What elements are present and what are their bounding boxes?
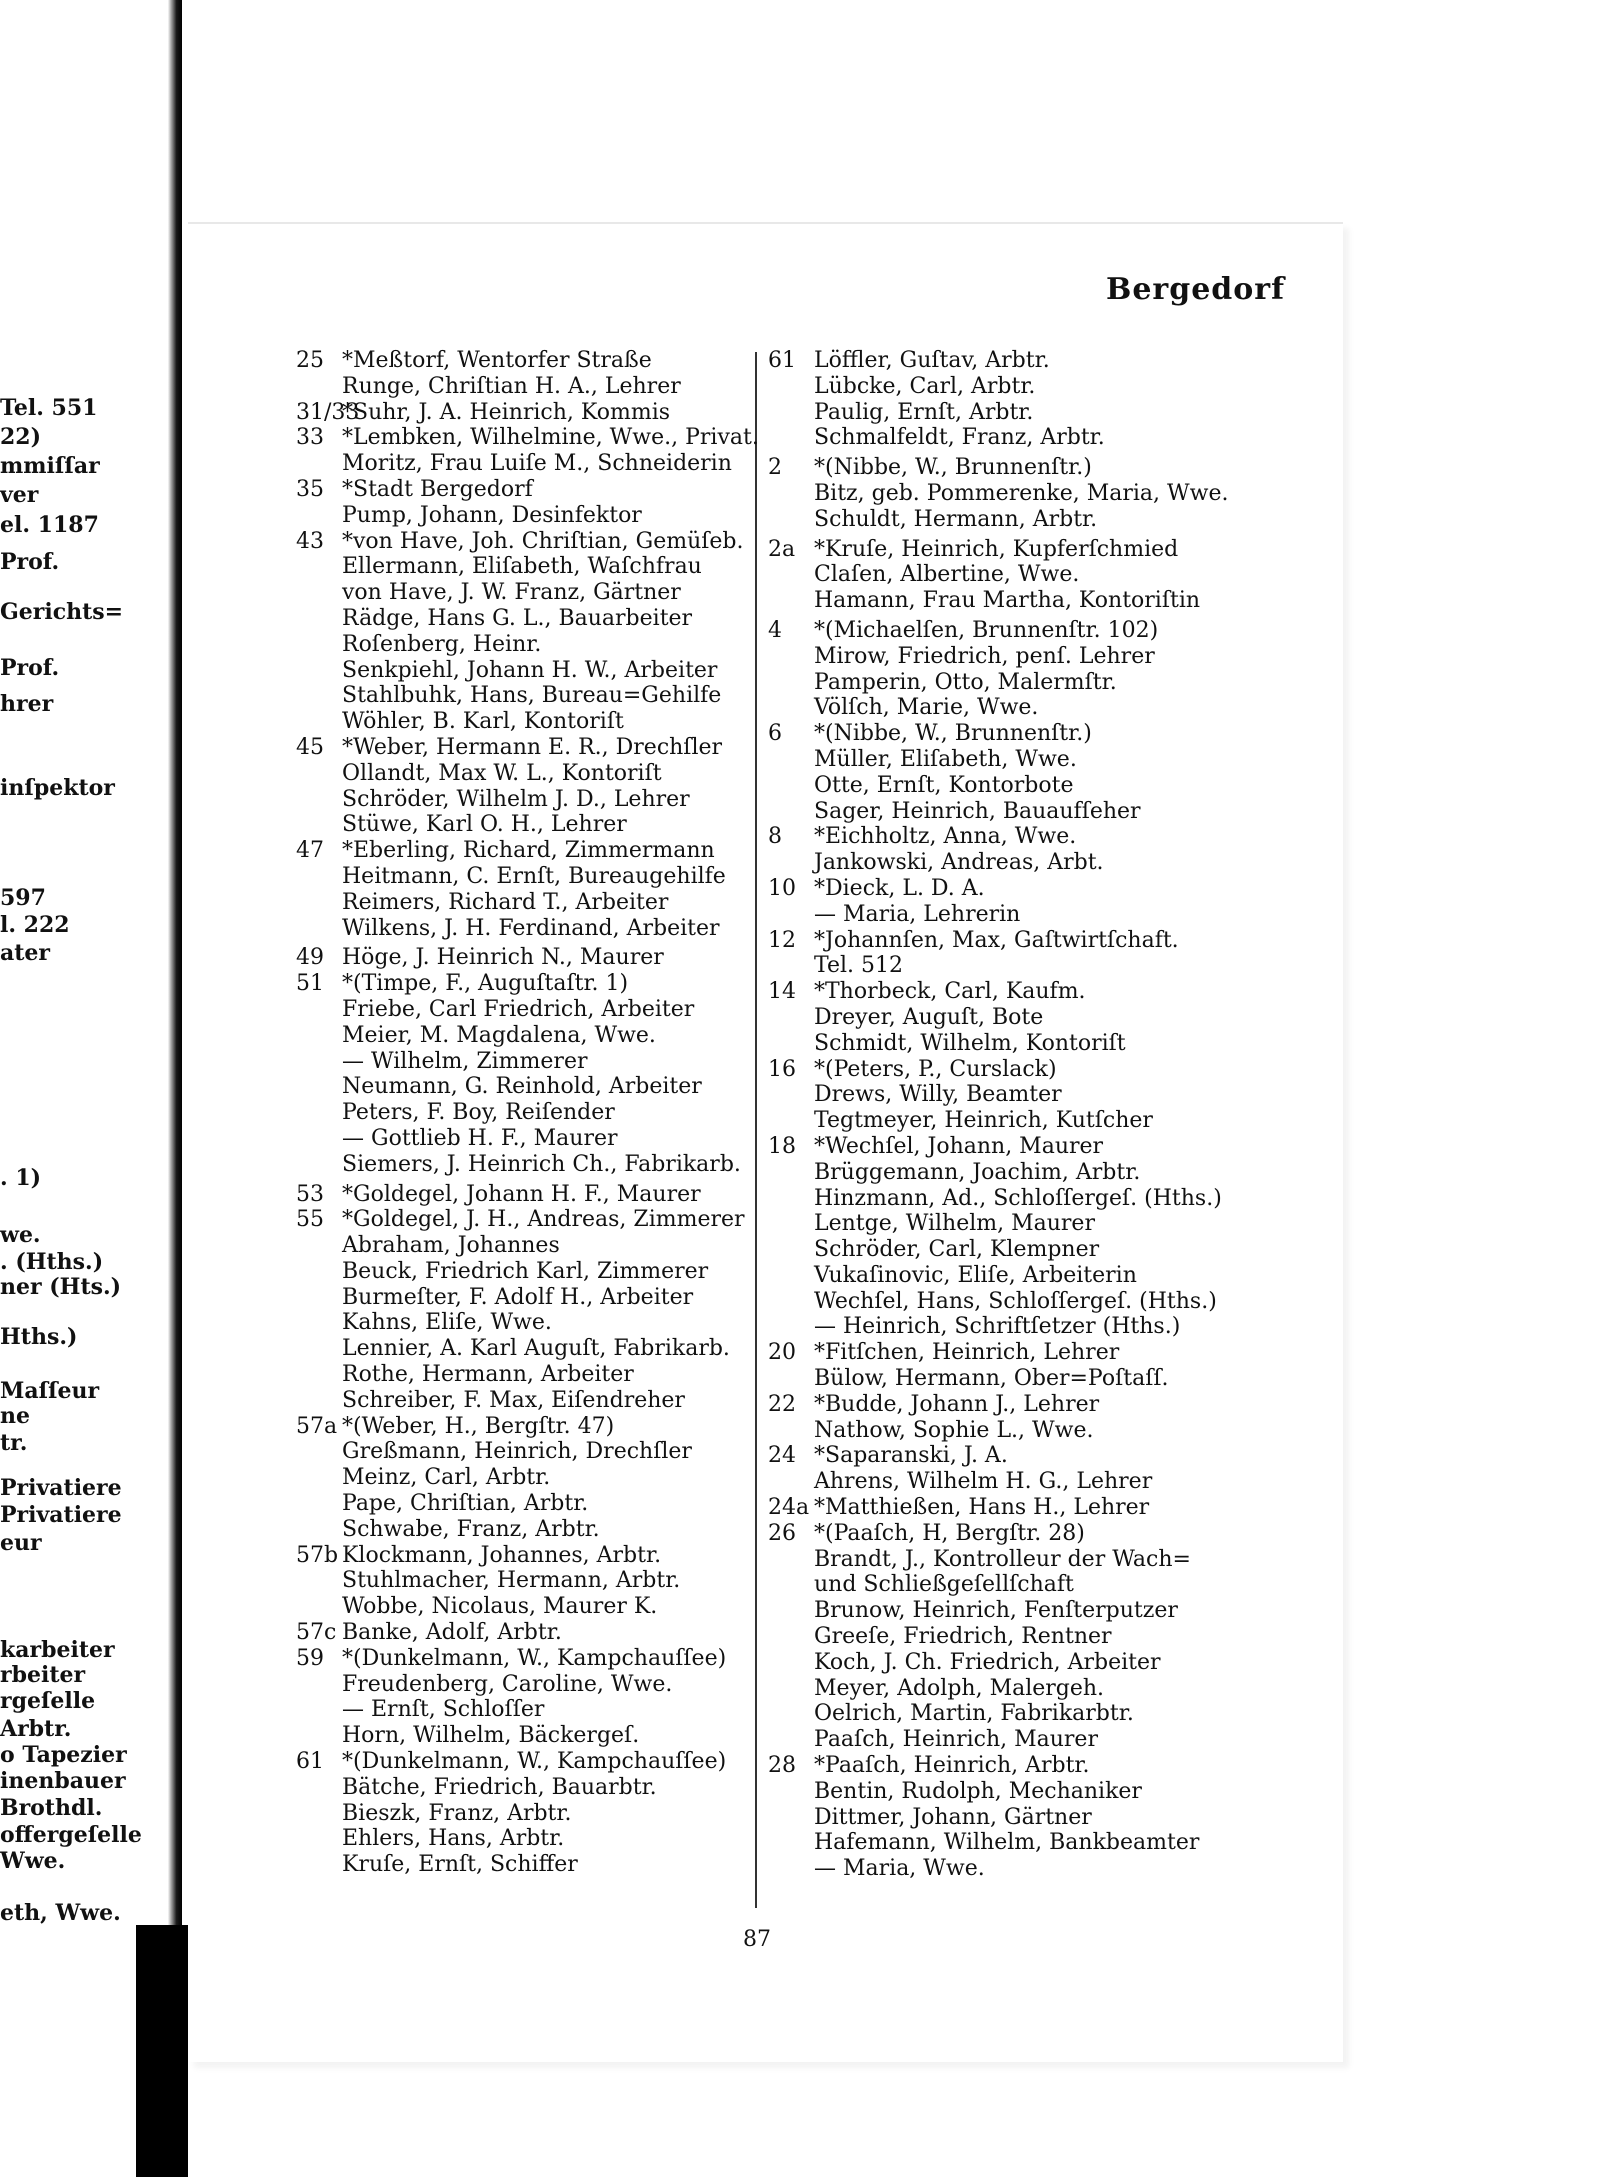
- resident-entry: Schmidt, Wilhelm, Kontoriſt: [814, 1030, 1126, 1056]
- house-number: 14: [768, 979, 796, 1005]
- left-page-fragment-text: rbeiter: [0, 1662, 86, 1688]
- directory-entry: [768, 374, 1388, 400]
- resident-entry: *(Weber, H., Bergſtr. 47): [342, 1413, 615, 1439]
- left-page-fragment-text: eth, Wwe.: [0, 1900, 121, 1926]
- left-page-fragment-text: l. 222: [0, 912, 70, 938]
- house-number: 12: [768, 927, 796, 953]
- right-page: [188, 222, 1343, 2062]
- resident-entry: Brüggemann, Joachim, Arbtr.: [814, 1159, 1141, 1185]
- resident-entry: Bätche, Friedrich, Bauarbtr.: [342, 1774, 657, 1800]
- resident-entry: Stuhlmacher, Hermann, Arbtr.: [342, 1568, 681, 1594]
- directory-entry: [768, 1856, 1388, 1882]
- left-page-fragment-text: Hths.): [0, 1324, 78, 1350]
- left-page-fragment-text: ater: [0, 940, 51, 966]
- resident-entry: — Heinrich, Schriftſetzer (Hths.): [814, 1314, 1181, 1340]
- resident-entry: Hamann, Frau Martha, Kontoriſtin: [814, 588, 1201, 614]
- directory-entry: [768, 1650, 1388, 1676]
- house-number: 25: [296, 348, 324, 373]
- left-page-fragment-text: inenbauer: [0, 1768, 126, 1794]
- resident-entry: Siemers, J. Heinrich Ch., Fabrikarb.: [342, 1151, 741, 1177]
- directory-entry: [768, 824, 1388, 850]
- directory-entry: [768, 1057, 1388, 1083]
- resident-entry: Wilkens, J. H. Ferdinand, Arbeiter: [342, 915, 720, 941]
- resident-entry: *Budde, Johann J., Lehrer: [814, 1391, 1100, 1417]
- right-column: [768, 348, 1388, 1882]
- left-page-fragment-text: rgeſelle: [0, 1688, 96, 1714]
- resident-entry: und Schließgeſellſchaft: [814, 1572, 1074, 1598]
- directory-entry: [768, 721, 1388, 747]
- resident-entry: Koch, J. Ch. Friedrich, Arbeiter: [814, 1649, 1161, 1675]
- house-number: 20: [768, 1340, 796, 1366]
- directory-entry: [768, 850, 1388, 876]
- running-header: Bergedorf: [1105, 272, 1285, 307]
- directory-entry: [768, 1572, 1388, 1598]
- resident-entry: *Meßtorf, Wentorfer Straße: [342, 348, 652, 373]
- resident-entry: Müller, Eliſabeth, Wwe.: [814, 746, 1077, 772]
- resident-entry: *(Nibbe, W., Brunnenſtr.): [814, 721, 1092, 747]
- resident-entry: Meier, M. Magdalena, Wwe.: [342, 1022, 656, 1048]
- directory-entry: [768, 562, 1388, 588]
- house-number: 24a: [768, 1495, 810, 1521]
- resident-entry: *Johannſen, Max, Gaſtwirtſchaft.: [814, 927, 1179, 953]
- directory-entry: [768, 695, 1388, 721]
- left-page-fragment-text: o Tapezier: [0, 1742, 127, 1768]
- resident-entry: Klockmann, Johannes, Arbtr.: [342, 1542, 662, 1568]
- page-top-edge: [188, 222, 1343, 224]
- directory-entry: [768, 1727, 1388, 1753]
- resident-entry: Brunow, Heinrich, Fenſterputzer: [814, 1598, 1178, 1624]
- directory-entry: [768, 876, 1388, 902]
- directory-entry: [768, 644, 1388, 670]
- resident-entry: Rothe, Hermann, Arbeiter: [342, 1362, 634, 1388]
- house-number: 6: [768, 721, 782, 747]
- resident-entry: Wobbe, Nicolaus, Maurer K.: [342, 1594, 658, 1620]
- resident-entry: Pape, Chriſtian, Arbtr.: [342, 1491, 589, 1517]
- left-page-fragment-text: tr.: [0, 1430, 28, 1456]
- resident-entry: *(Peters, P., Curslack): [814, 1056, 1057, 1082]
- directory-entry: [768, 670, 1388, 696]
- resident-entry: Tegtmeyer, Heinrich, Kutſcher: [814, 1108, 1153, 1134]
- house-number: 2: [768, 455, 782, 481]
- directory-entry: [768, 747, 1388, 773]
- resident-entry: *von Have, Joh. Chriſtian, Gemüſeb.: [342, 528, 744, 554]
- directory-entry: [768, 481, 1388, 507]
- resident-entry: *Weber, Hermann E. R., Drechſler: [342, 734, 723, 760]
- directory-entry: [768, 1366, 1388, 1392]
- directory-entry: [768, 1701, 1388, 1727]
- house-number: 59: [296, 1645, 324, 1671]
- left-page-fragment-text: Wwe.: [0, 1848, 66, 1874]
- resident-entry: — Ernſt, Schloſſer: [342, 1697, 545, 1723]
- directory-entry: [768, 1082, 1388, 1108]
- resident-entry: Lennier, A. Karl Auguſt, Fabrikarb.: [342, 1336, 730, 1362]
- directory-entry: [768, 537, 1388, 563]
- directory-entry: [768, 1289, 1388, 1315]
- resident-entry: Paulig, Ernſt, Arbtr.: [814, 399, 1034, 425]
- resident-entry: Hafemann, Wilhelm, Bankbeamter: [814, 1830, 1200, 1856]
- resident-entry: Beuck, Friedrich Karl, Zimmerer: [342, 1258, 709, 1284]
- resident-entry: Stüwe, Karl O. H., Lehrer: [342, 812, 627, 838]
- resident-entry: *Fitſchen, Heinrich, Lehrer: [814, 1340, 1120, 1366]
- resident-entry: Schröder, Wilhelm J. D., Lehrer: [342, 786, 690, 812]
- house-number: 31/33: [296, 399, 360, 425]
- house-number: 35: [296, 476, 324, 502]
- left-page-fragment-text: . (Hths.): [0, 1249, 104, 1275]
- directory-entry: [768, 1805, 1388, 1831]
- directory-entry: [768, 1031, 1388, 1057]
- resident-entry: Senkpiehl, Johann H. W., Arbeiter: [342, 657, 718, 683]
- left-page-fragment-text: mmiſſar: [0, 453, 100, 479]
- resident-entry: Moritz, Frau Luiſe M., Schneiderin: [342, 451, 732, 477]
- resident-entry: von Have, J. W. Franz, Gärtner: [342, 580, 681, 606]
- resident-entry: Neumann, G. Reinhold, Arbeiter: [342, 1074, 702, 1100]
- resident-entry: Horn, Wilhelm, Bäckergeſ.: [342, 1723, 640, 1749]
- resident-entry: *(Timpe, F., Auguſtaſtr. 1): [342, 971, 629, 997]
- resident-entry: Otte, Ernſt, Kontorbote: [814, 772, 1074, 798]
- resident-entry: Runge, Chriſtian H. A., Lehrer: [342, 373, 681, 399]
- resident-entry: Oelrich, Martin, Fabrikarbtr.: [814, 1701, 1134, 1727]
- left-page-fragment-text: el. 1187: [0, 512, 99, 538]
- left-page-fragment-text: Privatiere: [0, 1475, 122, 1501]
- resident-entry: — Maria, Wwe.: [814, 1856, 985, 1882]
- resident-entry: — Gottlieb H. F., Maurer: [342, 1125, 618, 1151]
- directory-entry: [768, 618, 1388, 644]
- left-page-fragment-text: inſpektor: [0, 775, 115, 801]
- resident-entry: Reimers, Richard T., Arbeiter: [342, 889, 669, 915]
- resident-entry: Paaſch, Heinrich, Maurer: [814, 1727, 1098, 1753]
- directory-entry: [768, 1237, 1388, 1263]
- resident-entry: *Stadt Bergedorf: [342, 476, 533, 502]
- resident-entry: *Lembken, Wilhelmine, Wwe., Privat.: [342, 425, 759, 451]
- house-number: 2a: [768, 536, 796, 562]
- resident-entry: Mirow, Friedrich, penſ. Lehrer: [814, 643, 1155, 669]
- resident-entry: Heitmann, C. Ernſt, Bureaugehilfe: [342, 863, 726, 889]
- resident-entry: *Eberling, Richard, Zimmermann: [342, 838, 715, 864]
- resident-entry: Bitz, geb. Pommerenke, Maria, Wwe.: [814, 480, 1229, 506]
- left-page-fragment-text: hrer: [0, 691, 54, 717]
- resident-entry: Völſch, Marie, Wwe.: [814, 695, 1039, 721]
- directory-entry: [768, 1005, 1388, 1031]
- house-number: 24: [768, 1443, 796, 1469]
- directory-entry: [768, 1753, 1388, 1779]
- left-page-fragment-text: Gerichts=: [0, 599, 124, 625]
- resident-entry: *Goldegel, J. H., Andreas, Zimmerer: [342, 1207, 745, 1233]
- resident-entry: Höge, J. Heinrich N., Maurer: [342, 945, 664, 971]
- directory-entry: [768, 773, 1388, 799]
- directory-entry: [768, 1624, 1388, 1650]
- directory-entry: [768, 1340, 1388, 1366]
- resident-entry: Stahlbuhk, Hans, Bureau=Gehilfe: [342, 683, 722, 709]
- directory-entry: [768, 1830, 1388, 1856]
- resident-entry: Pamperin, Otto, Malermſtr.: [814, 669, 1117, 695]
- directory-entry: [768, 1469, 1388, 1495]
- house-number: 57a: [296, 1413, 338, 1439]
- resident-entry: Tel. 512: [814, 953, 903, 979]
- directory-entry: [768, 1186, 1388, 1212]
- directory-entry: [768, 1443, 1388, 1469]
- resident-entry: *Paaſch, Heinrich, Arbtr.: [814, 1753, 1090, 1779]
- resident-entry: Schröder, Carl, Klempner: [814, 1237, 1100, 1263]
- resident-entry: Dreyer, Auguſt, Bote: [814, 1004, 1044, 1030]
- resident-entry: *(Dunkelmann, W., Kampchauſſee): [342, 1645, 727, 1671]
- house-number: 51: [296, 971, 324, 997]
- left-page-fragment-text: we.: [0, 1222, 41, 1248]
- house-number: 47: [296, 838, 324, 864]
- resident-entry: Lentge, Wilhelm, Maurer: [814, 1211, 1095, 1237]
- directory-entry: [768, 1547, 1388, 1573]
- left-page-fragment-text: Arbtr.: [0, 1716, 72, 1742]
- directory-entry: [768, 455, 1388, 481]
- directory-entry: [768, 799, 1388, 825]
- resident-entry: Bieszk, Franz, Arbtr.: [342, 1800, 572, 1826]
- left-page-fragment-text: Prof.: [0, 655, 60, 681]
- binding-shadow: [168, 0, 182, 2177]
- house-number: 53: [296, 1181, 324, 1207]
- left-page-fragment-text: Maſſeur: [0, 1378, 100, 1404]
- resident-entry: Nathow, Sophie L., Wwe.: [814, 1417, 1094, 1443]
- resident-entry: Bentin, Rudolph, Mechaniker: [814, 1778, 1142, 1804]
- house-number: 28: [768, 1753, 796, 1779]
- directory-entry: [768, 1108, 1388, 1134]
- directory-entry: [768, 1392, 1388, 1418]
- resident-entry: Greßmann, Heinrich, Drechſler: [342, 1439, 692, 1465]
- resident-entry: Freudenberg, Caroline, Wwe.: [342, 1671, 673, 1697]
- resident-entry: *(Dunkelmann, W., Kampchauſſee): [342, 1749, 727, 1775]
- house-number: 43: [296, 528, 324, 554]
- resident-entry: Jankowski, Andreas, Arbt.: [814, 850, 1104, 876]
- resident-entry: Meyer, Adolph, Malergeh.: [814, 1675, 1105, 1701]
- resident-entry: Vukaſinovic, Eliſe, Arbeiterin: [814, 1262, 1137, 1288]
- house-number: 61: [768, 348, 796, 373]
- left-page-fragment-text: ner (Hts.): [0, 1274, 122, 1300]
- house-number: 4: [768, 617, 782, 643]
- spine-dark-strip: [136, 1925, 188, 2177]
- house-number: 49: [296, 945, 324, 971]
- resident-entry: Roſenberg, Heinr.: [342, 631, 542, 657]
- resident-entry: — Maria, Lehrerin: [814, 901, 1021, 927]
- resident-entry: Ahrens, Wilhelm H. G., Lehrer: [814, 1469, 1153, 1495]
- resident-entry: Banke, Adolf, Arbtr.: [342, 1620, 562, 1646]
- resident-entry: Kruſe, Ernſt, Schiffer: [342, 1852, 578, 1878]
- resident-entry: Dittmer, Johann, Gärtner: [814, 1804, 1092, 1830]
- left-page-fragment-text: Tel. 551: [0, 395, 98, 421]
- directory-entry: [768, 348, 1388, 374]
- resident-entry: Kahns, Eliſe, Wwe.: [342, 1310, 552, 1336]
- left-page-fragment-text: . 1): [0, 1165, 42, 1191]
- directory-entry: [768, 902, 1388, 928]
- resident-entry: Ollandt, Max W. L., Kontoriſt: [342, 760, 662, 786]
- house-number: 16: [768, 1056, 796, 1082]
- resident-entry: Wechſel, Hans, Schloſſergeſ. (Hths.): [814, 1288, 1217, 1314]
- resident-entry: Schreiber, F. Max, Eiſendreher: [342, 1387, 685, 1413]
- resident-entry: Friebe, Carl Friedrich, Arbeiter: [342, 996, 695, 1022]
- resident-entry: *Eichholtz, Anna, Wwe.: [814, 824, 1077, 850]
- directory-entry: [768, 1160, 1388, 1186]
- resident-entry: *Thorbeck, Carl, Kaufm.: [814, 979, 1086, 1005]
- house-number: 61: [296, 1749, 324, 1775]
- left-page-fragment-text: Prof.: [0, 549, 60, 575]
- left-page-fragment-text: 22): [0, 424, 42, 450]
- directory-entry: [768, 588, 1388, 614]
- directory-entry: [768, 1263, 1388, 1289]
- page-number: 87: [743, 1927, 771, 1952]
- resident-entry: *Wechſel, Johann, Maurer: [814, 1133, 1104, 1159]
- house-number: 57c: [296, 1620, 337, 1646]
- left-page-fragment-text: Privatiere: [0, 1502, 122, 1528]
- directory-entry: [768, 400, 1388, 426]
- resident-entry: Abraham, Johannes: [342, 1233, 560, 1259]
- left-page-fragment-text: ne: [0, 1403, 30, 1429]
- resident-entry: *(Nibbe, W., Brunnenſtr.): [814, 455, 1092, 481]
- directory-entry: [768, 1418, 1388, 1444]
- house-number: 57b: [296, 1542, 339, 1568]
- directory-entry: [768, 425, 1388, 451]
- directory-entry: [768, 979, 1388, 1005]
- directory-entry: [768, 1521, 1388, 1547]
- directory-entry: [768, 507, 1388, 533]
- resident-entry: *Matthießen, Hans H., Lehrer: [814, 1495, 1150, 1521]
- resident-entry: Meinz, Carl, Arbtr.: [342, 1465, 551, 1491]
- resident-entry: *Suhr, J. A. Heinrich, Kommis: [342, 399, 671, 425]
- directory-entry: [768, 1598, 1388, 1624]
- resident-entry: Drews, Willy, Beamter: [814, 1082, 1062, 1108]
- resident-entry: — Wilhelm, Zimmerer: [342, 1048, 588, 1074]
- resident-entry: *(Paaſch, H, Bergſtr. 28): [814, 1520, 1085, 1546]
- house-number: 33: [296, 425, 324, 451]
- resident-entry: Lübcke, Carl, Arbtr.: [814, 373, 1036, 399]
- resident-entry: Schmalfeldt, Franz, Arbtr.: [814, 425, 1105, 451]
- directory-entry: [768, 953, 1388, 979]
- resident-entry: *Saparanski, J. A.: [814, 1443, 1008, 1469]
- house-number: 45: [296, 734, 324, 760]
- left-page-fragment-text: 597: [0, 885, 46, 911]
- house-number: 26: [768, 1520, 796, 1546]
- left-page-fragment-text: Brothdl.: [0, 1795, 103, 1821]
- house-number: 22: [768, 1391, 796, 1417]
- house-number: 8: [768, 824, 782, 850]
- directory-entry: [768, 1495, 1388, 1521]
- house-number: 10: [768, 875, 796, 901]
- resident-entry: *Kruſe, Heinrich, Kupferſchmied: [814, 536, 1179, 562]
- left-page-fragment-text: karbeiter: [0, 1637, 115, 1663]
- resident-entry: Ellermann, Eliſabeth, Waſchfrau: [342, 554, 702, 580]
- resident-entry: Schwabe, Franz, Arbtr.: [342, 1516, 600, 1542]
- house-number: 18: [768, 1133, 796, 1159]
- resident-entry: Sager, Heinrich, Bauaufſeher: [814, 798, 1141, 824]
- resident-entry: Ehlers, Hans, Arbtr.: [342, 1826, 565, 1852]
- left-page-fragment-text: offergeſelle: [0, 1822, 142, 1848]
- resident-entry: *Goldegel, Johann H. F., Maurer: [342, 1181, 701, 1207]
- resident-entry: Burmeſter, F. Adolf H., Arbeiter: [342, 1284, 694, 1310]
- directory-entry: [768, 1779, 1388, 1805]
- directory-entry: [768, 928, 1388, 954]
- resident-entry: *(Michaelſen, Brunnenſtr. 102): [814, 617, 1159, 643]
- resident-entry: Brandt, J., Kontrolleur der Wach=: [814, 1546, 1191, 1572]
- left-page-fragment-text: eur: [0, 1530, 42, 1556]
- resident-entry: Peters, F. Boy, Reiſender: [342, 1100, 615, 1126]
- resident-entry: Greeſe, Friedrich, Rentner: [814, 1624, 1112, 1650]
- resident-entry: Schuldt, Hermann, Arbtr.: [814, 506, 1098, 532]
- resident-entry: *Dieck, L. D. A.: [814, 875, 985, 901]
- resident-entry: Claſen, Albertine, Wwe.: [814, 562, 1080, 588]
- house-number: 55: [296, 1207, 324, 1233]
- resident-entry: Pump, Johann, Desinfektor: [342, 502, 642, 528]
- resident-entry: Wöhler, B. Karl, Kontoriſt: [342, 709, 624, 735]
- resident-entry: Bülow, Hermann, Ober=Poſtaſſ.: [814, 1366, 1169, 1392]
- directory-entry: [768, 1314, 1388, 1340]
- directory-entry: [768, 1134, 1388, 1160]
- resident-entry: Hinzmann, Ad., Schloſſergeſ. (Hths.): [814, 1185, 1222, 1211]
- resident-entry: Rädge, Hans G. L., Bauarbeiter: [342, 605, 693, 631]
- resident-entry: Löffler, Guſtav, Arbtr.: [814, 348, 1050, 373]
- directory-entry: [768, 1211, 1388, 1237]
- directory-entry: [768, 1676, 1388, 1702]
- left-page-fragment: [0, 0, 188, 2177]
- left-page-fragment-text: ver: [0, 482, 39, 508]
